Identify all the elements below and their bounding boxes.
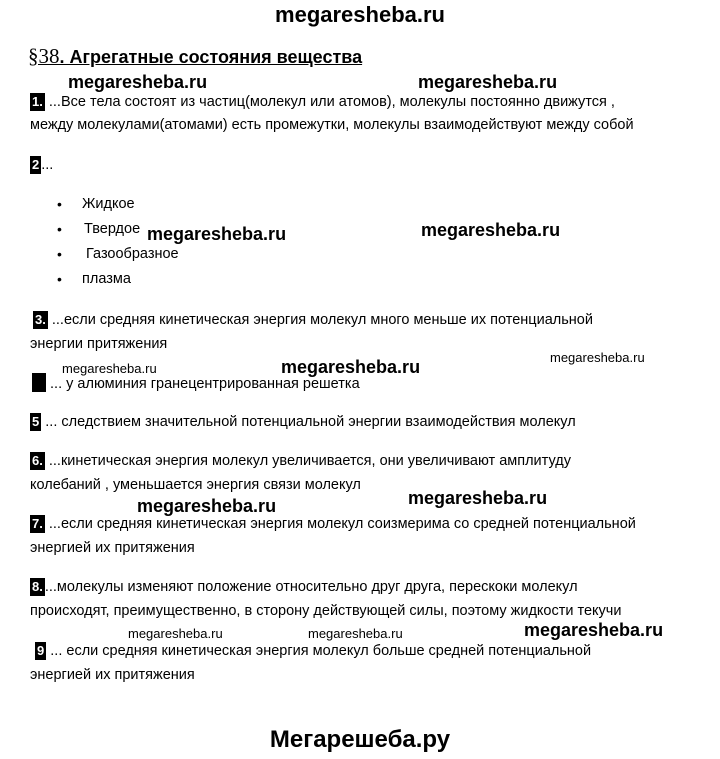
watermark: megaresheba.ru: [128, 626, 223, 641]
answer-text: ... если средняя кинетическая энергия молекул больше средней потенциальной: [50, 643, 592, 659]
state-list-item: [57, 271, 131, 287]
answer-6-line-2: колебаний , уменьшается энергия связи молекул: [30, 477, 361, 493]
answer-number-badge: 1.: [32, 94, 43, 109]
answer-8-line-2: происходят, преимущественно, в сторону действующей силы, поэтому жидкости текучи: [30, 603, 622, 619]
state-list-item: [57, 246, 179, 262]
watermark: megaresheba.ru: [308, 626, 403, 641]
section-title-text: . Агрегатные состояния вещества: [59, 47, 363, 67]
answer-3-line-2: энергии притяжения: [30, 336, 168, 352]
state-label: Жидкое: [82, 196, 135, 212]
top-watermark: megaresheba.ru: [275, 2, 445, 27]
watermark: megaresheba.ru: [281, 357, 421, 377]
answer-number-badge: [32, 373, 46, 392]
answer-5: [30, 413, 576, 431]
bullet-icon: •: [57, 196, 62, 212]
watermark: megaresheba.ru: [408, 488, 548, 508]
bottom-watermark: Мегарешеба.ру: [269, 726, 451, 753]
answer-4: [32, 373, 360, 392]
answer-text: ...если средняя кинетическая энергия молекул много меньше их потенциальной: [51, 312, 593, 328]
answer-2: [30, 156, 53, 174]
answer-1-line-2: между молекулами(атомами) есть промежутки, молекулы взаимодействуют между собой: [30, 117, 634, 133]
answer-text: ...Все тела состоят из частиц(молекул или атомов), молекулы постоянно движутся ,: [48, 94, 615, 110]
answer-7-line-1: [30, 515, 636, 533]
answer-text: ...молекулы изменяют положение относительно друг друга, перескоки молекул: [44, 579, 578, 595]
watermark: megaresheba.ru: [524, 620, 664, 640]
state-label: плазма: [82, 271, 131, 287]
state-list-item: [57, 196, 135, 212]
bullet-icon: •: [57, 246, 62, 262]
state-list-item: [57, 221, 140, 237]
watermark: megaresheba.ru: [137, 496, 277, 516]
answer-text: ... у алюминия гранецентрированная решетка: [50, 376, 360, 392]
state-label: Твердое: [84, 221, 141, 237]
answer-3-line-1: [33, 311, 593, 329]
answer-1-line-1: [30, 93, 615, 111]
bullet-icon: •: [57, 221, 62, 237]
watermark: megaresheba.ru: [68, 72, 208, 92]
answer-8-line-1: [30, 578, 578, 596]
answer-number-badge: 6.: [32, 453, 43, 468]
watermark: megaresheba.ru: [62, 361, 157, 376]
answer-number-badge: 8.: [32, 579, 43, 594]
section-number: §38: [28, 44, 60, 68]
state-label: Газообразное: [86, 246, 179, 262]
answer-number-badge: 2: [32, 157, 40, 172]
section-title: [28, 44, 362, 69]
answer-text: ...если средняя кинетическая энергия молекул соизмерима со средней потенциальной: [48, 516, 636, 532]
answer-text: ...кинетическая энергия молекул увеличивается, они увеличивают амплитуду: [48, 453, 571, 469]
watermark: megaresheba.ru: [421, 220, 561, 240]
answer-number-badge: 3.: [35, 312, 46, 327]
answer-9-line-2: энергией их притяжения: [30, 667, 195, 683]
watermark: megaresheba.ru: [147, 224, 287, 244]
answer-text: ... следствием значительной потенциальной энергии взаимодействия молекул: [45, 414, 576, 430]
watermark: megaresheba.ru: [418, 72, 558, 92]
bullet-icon: •: [57, 271, 62, 287]
answer-number-badge: 9: [37, 643, 45, 658]
answer-7-line-2: энергией их притяжения: [30, 540, 195, 556]
answer-text: ...: [41, 157, 54, 173]
answer-number-badge: 5: [32, 414, 40, 429]
answer-number-badge: 7.: [32, 516, 43, 531]
watermark: megaresheba.ru: [550, 350, 645, 365]
answer-6-line-1: [30, 452, 571, 470]
answer-9-line-1: [35, 642, 591, 660]
